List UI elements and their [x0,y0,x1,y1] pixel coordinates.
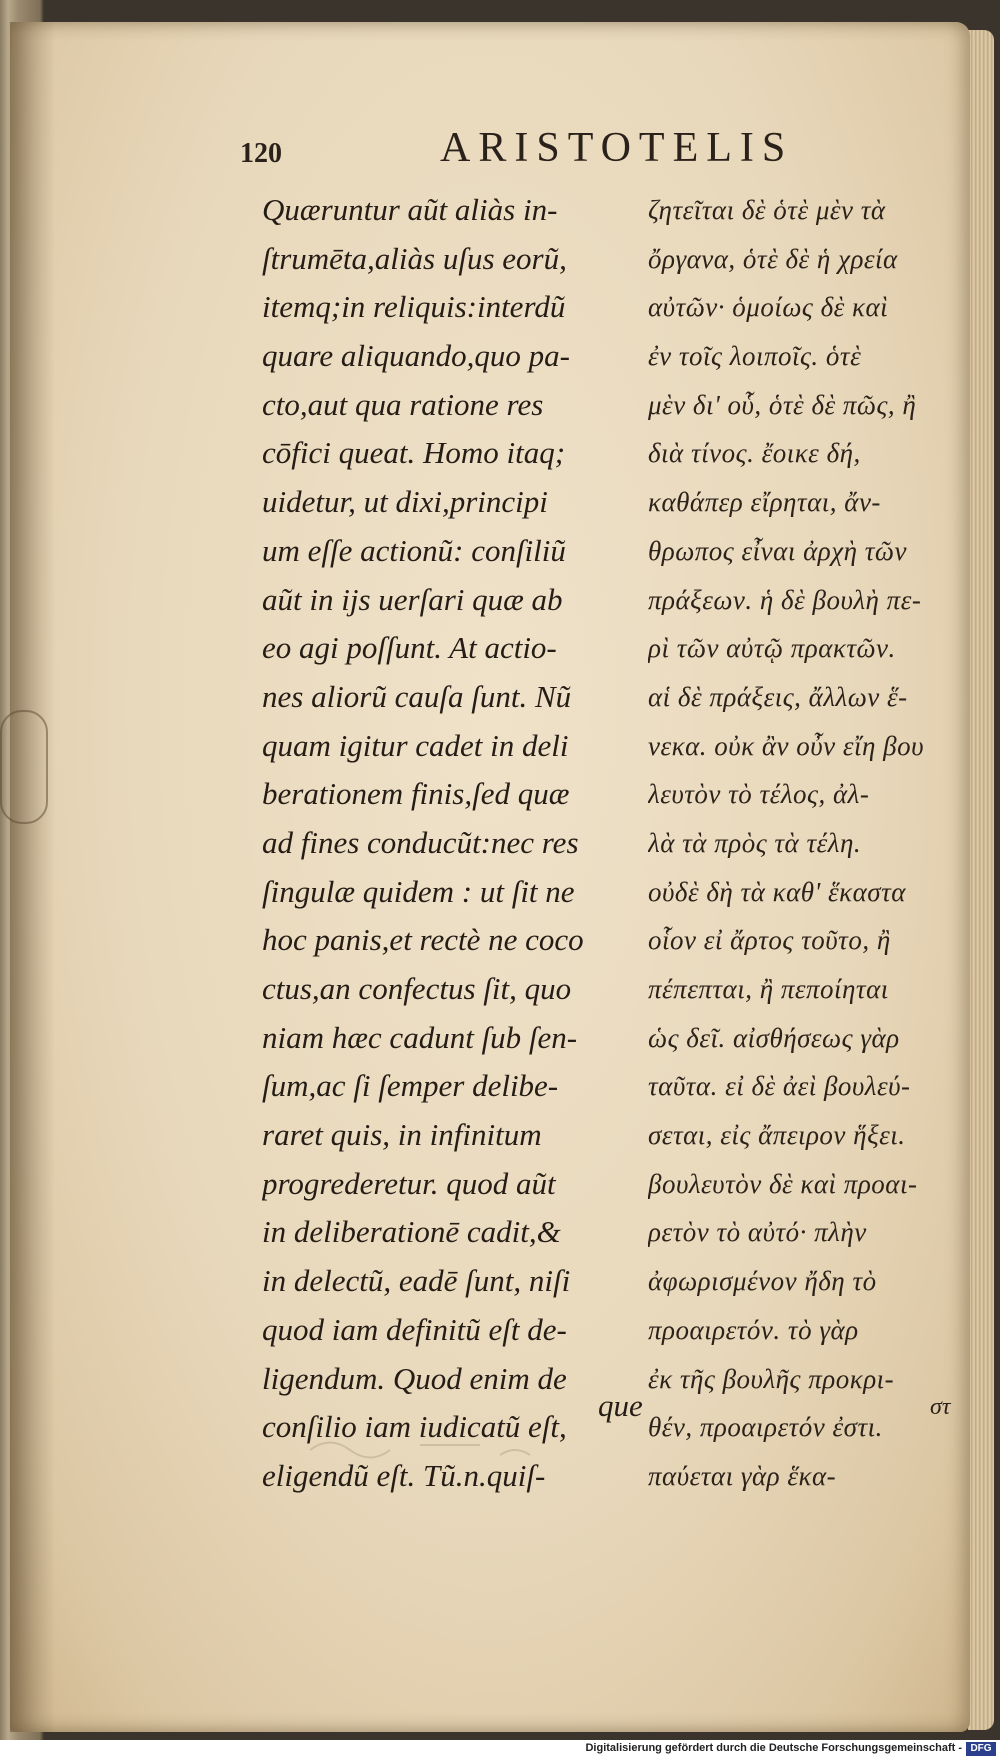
greek-line: βουλευτὸν δὲ καὶ προαι- [648,1168,918,1199]
latin-line: quare aliquando,quo pa- [262,338,570,374]
greek-line: οἷον εἰ ἄρτος τοῦτο, ἢ [648,925,891,956]
greek-line: σεται, εἰς ἄπειρον ἥξει. [648,1120,906,1151]
greek-line: οὐδὲ δὴ τὰ καθ' ἕκαστα [648,876,906,907]
greek-line: προαιρετόν. τὸ γὰρ [648,1314,859,1345]
latin-line: aũt in ijs uerſari quæ ab [262,581,563,617]
latin-line: cōfici queat. Homo itaq; [262,435,566,471]
greek-line: ὡς δεῖ. αἰσθήσεως γὰρ [648,1022,900,1053]
greek-line: πράξεων. ἡ δὲ βουλὴ πε- [648,584,922,615]
latin-line: ſtrumēta,aliàs uſus eorũ, [262,240,567,276]
dfg-credit: Digitalisierung gefördert durch die Deutsche Forschungsgemeinschaft - [585,1742,962,1754]
latin-line: quam igitur cadet in deli [262,727,569,763]
greek-line: ὄργανα, ὁτὲ δὲ ἡ χρεία [648,243,898,274]
greek-line: ζητεῖται δὲ ὁτὲ μὲν τὰ [648,195,886,225]
greek-line: πέπεπται, ἢ πεποίηται [648,974,889,1004]
latin-line: eo agi poſſunt. At actio- [262,630,557,666]
page-number: 120 [240,138,282,169]
greek-line: ἐκ τῆς βουλῆς προκρι- [648,1363,895,1394]
latin-line: cto,aut qua ratione res [262,386,544,422]
latin-line: itemq;in reliquis:interdũ [262,289,566,325]
greek-line: ρετὸν τὸ αὐτό· πλὴν [648,1217,867,1248]
latin-line: nes aliorũ cauſa ſunt. Nũ [262,678,572,714]
spine-shadow [10,22,55,1732]
latin-line: ſingulæ quidem : ut ſit ne [262,873,575,909]
latin-line: quod iam definitũ eſt de- [262,1311,567,1347]
paper-stain-mark [0,710,48,824]
greek-line: θρωπος εἶναι ἀρχὴ τῶν [648,535,907,566]
latin-line: berationem finis,ſed quæ [262,776,570,812]
latin-line: hoc panis,et rectè ne coco [262,922,584,958]
dfg-logo-icon: DFG [966,1742,996,1756]
latin-line: in deliberationē cadit,& [262,1214,561,1250]
show-through-ink [300,1420,560,1480]
latin-line: progrederetur. quod aũt [262,1165,556,1201]
running-head: ARISTOTELIS [440,125,794,171]
latin-line: in delectũ, eadē ſunt, niſi [262,1263,571,1299]
latin-line: niam hæc cadunt ſub ſen- [262,1019,578,1055]
greek-line: ἀφωρισμένον ἤδη τὸ [648,1266,877,1297]
greek-text-column [648,186,958,1501]
latin-text-column [262,186,642,1501]
latin-line: eligendũ eſt. Tũ.n.quiſ- [262,1457,546,1493]
latin-catchword: que [598,1388,643,1423]
greek-catchword: στ [930,1394,951,1420]
greek-line: λευτὸν τὸ τέλος, ἀλ- [648,779,870,810]
latin-line: Quæruntur aũt aliàs in- [262,192,558,227]
greek-line: ἐν τοῖς λοιποῖς. ὁτὲ [648,341,862,372]
latin-line: ctus,an confectus ſit, quo [262,971,572,1006]
latin-line: ad fines conducũt:nec res [262,824,579,860]
greek-line: ταῦτα. εἰ δὲ ἀεὶ βουλεύ- [648,1071,911,1102]
latin-line: raret quis, in infinitum [262,1117,542,1153]
greek-line: αἱ δὲ πράξεις, ἄλλων ἕ- [648,681,908,712]
greek-line: μὲν δι' οὗ, ὁτὲ δὲ πῶς, ἢ [648,389,917,420]
latin-line: ligendum. Quod enim de [262,1360,567,1396]
latin-line: conſilio iam iudicatũ eſt, [262,1409,567,1445]
greek-line: θέν, προαιρετόν ἐστι. [648,1412,883,1443]
greek-line: παύεται γὰρ ἕκα- [648,1460,837,1491]
greek-line: αὐτῶν· ὁμοίως δὲ καὶ [648,292,889,323]
page-fore-edge [968,30,994,1730]
greek-line: διὰ τίνος. ἔοικε δή, [648,438,861,469]
latin-line: ſum,ac ſi ſemper delibe- [262,1068,559,1104]
greek-line: ρὶ τῶν αὐτῷ πρακτῶν. [648,633,896,664]
digitization-footer [0,1740,1000,1759]
latin-line: um eſſe actionũ: conſiliũ [262,532,566,568]
greek-line: καθάπερ εἴρηται, ἄν- [648,487,881,518]
greek-line: νεκα. οὐκ ἂν οὖν εἴη βου [648,730,925,761]
greek-line: λὰ τὰ πρὸς τὰ τέλη. [648,827,862,858]
latin-line: uidetur, ut dixi,principi [262,484,548,520]
